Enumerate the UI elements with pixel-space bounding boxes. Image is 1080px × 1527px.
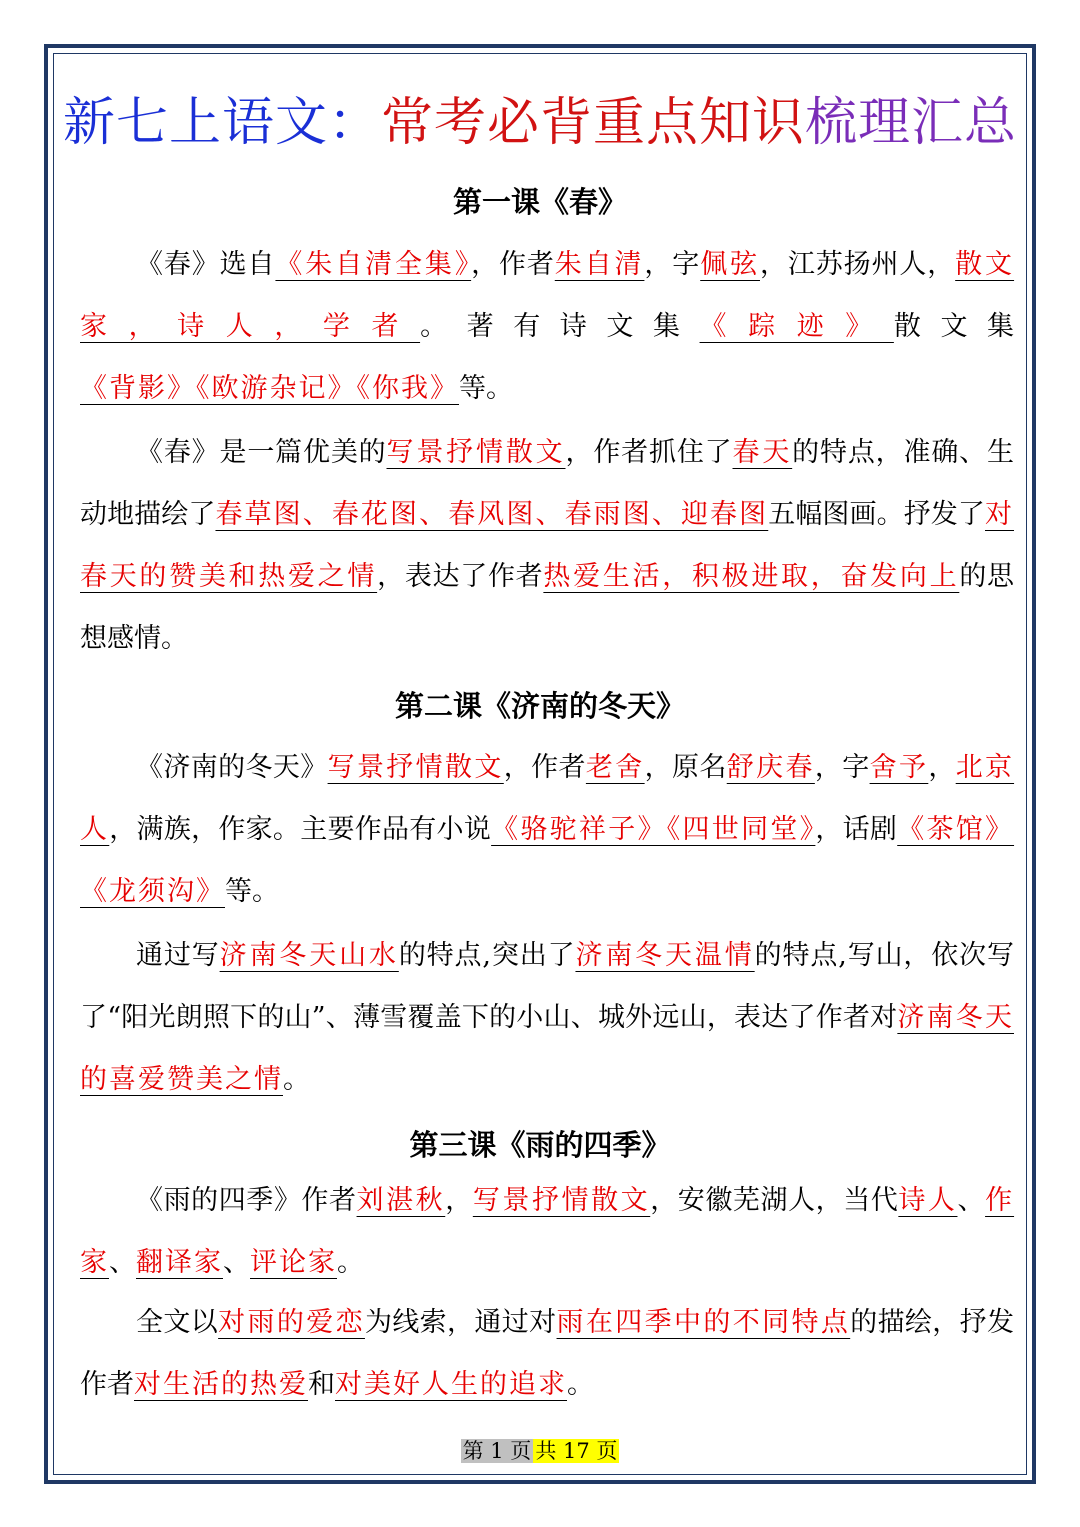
paragraph-2-1 xyxy=(80,737,1014,923)
body-text: ，原名 xyxy=(644,752,727,783)
body-text: 《济南的冬天》 xyxy=(136,752,328,783)
body-text: 。著有诗文集 xyxy=(420,311,700,342)
body-text: ， xyxy=(928,752,956,783)
body-text: ，江苏扬州人， xyxy=(759,249,956,280)
body-text: ，满族，作家。主要作品有小说 xyxy=(109,814,492,845)
page-total: 共 17 页 xyxy=(535,1439,618,1463)
paragraph-1-2 xyxy=(80,422,1014,670)
keyword-fill: 《背影》《欧游杂记》《你我》 xyxy=(80,373,459,404)
paragraph-3-1 xyxy=(80,1170,1014,1294)
keyword-fill: 写景抒情散文 xyxy=(327,752,504,783)
body-text: ，作者 xyxy=(471,249,555,280)
title-part-3: 梳理汇总 xyxy=(805,93,1018,153)
body-text: ，表达了作者 xyxy=(377,561,544,592)
page-footer xyxy=(0,1436,1080,1466)
keyword-fill: 写景抒情散文 xyxy=(472,1185,651,1216)
paragraph-1-1 xyxy=(80,234,1014,420)
body-text: 通过写 xyxy=(136,940,220,971)
keyword-fill: 佩弦 xyxy=(700,249,760,280)
keyword-fill: 济南冬天温情 xyxy=(575,940,755,971)
body-text: 《雨的四季》作者 xyxy=(136,1185,357,1216)
keyword-fill: 作家 xyxy=(80,1185,1015,1278)
keyword-fill: 对雨的爱恋 xyxy=(218,1307,365,1338)
keyword-fill: 热爱生活，积极进取，奋发向上 xyxy=(543,561,960,592)
keyword-fill: 写景抒情散文 xyxy=(386,437,566,468)
body-text: 。 xyxy=(567,1369,594,1400)
keyword-fill: 诗人 xyxy=(898,1185,958,1216)
body-text: 的特点,写山，依次写了“阳光朗照下的山”、薄雪覆盖下的小山、城外远山，表达了作者对 xyxy=(80,940,1015,1033)
paragraph-3-2 xyxy=(80,1292,1014,1416)
section-heading-2: 第二课《济南的冬天》 xyxy=(394,689,685,723)
keyword-fill: 济南冬天山水 xyxy=(219,940,399,971)
body-text: 的特点，准确、生动地描绘了 xyxy=(80,437,1015,530)
keyword-fill: 对春天的赞美和热爱之情 xyxy=(80,499,1014,592)
body-text: 等。 xyxy=(459,373,513,404)
keyword-fill: 《朱自清全集》 xyxy=(275,249,472,280)
body-text: 、 xyxy=(109,1247,136,1278)
keyword-fill: 《骆驼祥子》《四世同堂》 xyxy=(491,814,816,845)
keyword-fill: 翻译家 xyxy=(136,1247,223,1278)
body-text: 的思想感情。 xyxy=(80,561,1015,654)
body-text: ，安徽芜湖人，当代 xyxy=(650,1185,899,1216)
keyword-fill: 雨在四季中的不同特点 xyxy=(556,1307,851,1338)
body-text: ，话剧 xyxy=(815,814,898,845)
keyword-fill: 朱自清 xyxy=(554,249,645,280)
keyword-fill: 评论家 xyxy=(250,1247,337,1278)
keyword-fill: 对美好人生的追求 xyxy=(335,1369,567,1400)
body-text: ，作者 xyxy=(503,752,586,783)
body-text: 五幅图画。抒发了 xyxy=(768,499,985,530)
section-heading-3: 第三课《雨的四季》 xyxy=(409,1128,671,1162)
body-text: 等。 xyxy=(225,876,279,907)
keyword-fill: 刘湛秋 xyxy=(356,1185,446,1216)
body-text: 全文以 xyxy=(136,1307,219,1338)
body-text: 和 xyxy=(308,1369,335,1400)
keyword-fill: 北京人 xyxy=(80,752,1015,845)
body-text: 、 xyxy=(223,1247,250,1278)
keyword-fill: 春天 xyxy=(732,437,793,468)
body-text: ，作者抓住了 xyxy=(565,437,733,468)
body-text: 散文集 xyxy=(893,311,1015,342)
keyword-fill: 舒庆春 xyxy=(726,752,815,783)
keyword-fill: 老舍 xyxy=(585,752,645,783)
keyword-fill: 散文家，诗人，学者 xyxy=(80,249,1015,342)
body-text: ， xyxy=(445,1185,473,1216)
keyword-fill: 济南冬天的喜爱赞美之情 xyxy=(80,1002,1014,1095)
keyword-fill: 《茶馆》《龙须沟》 xyxy=(80,814,1015,907)
section-heading-1: 第一课《春》 xyxy=(452,185,627,219)
body-text: 。 xyxy=(337,1247,364,1278)
keyword-fill: 春草图、春花图、春风图、春雨图、迎春图 xyxy=(215,499,769,530)
body-text: 《春》选自 xyxy=(136,249,276,280)
body-text: ，字 xyxy=(814,752,870,783)
title-part-1: 新七上语文： xyxy=(62,93,381,153)
body-text: 的描绘，抒发作者 xyxy=(80,1307,1015,1400)
body-text: ，字 xyxy=(644,249,701,280)
body-text: 《春》是一篇优美的 xyxy=(136,437,387,468)
body-text: 为线索，通过对 xyxy=(364,1307,557,1338)
page-title xyxy=(0,88,1080,158)
keyword-fill: 舍予 xyxy=(869,752,929,783)
title-part-2: 常考必背重点知识 xyxy=(380,93,805,153)
body-text: 的特点,突出了 xyxy=(398,940,576,971)
paragraph-2-2 xyxy=(80,925,1014,1111)
page-number: 第 1 页 xyxy=(462,1439,532,1463)
body-text: 、 xyxy=(957,1185,986,1216)
keyword-fill: 对生活的热爱 xyxy=(134,1369,308,1400)
keyword-fill: 《踪迹》 xyxy=(699,311,894,342)
body-text: 。 xyxy=(283,1064,310,1095)
